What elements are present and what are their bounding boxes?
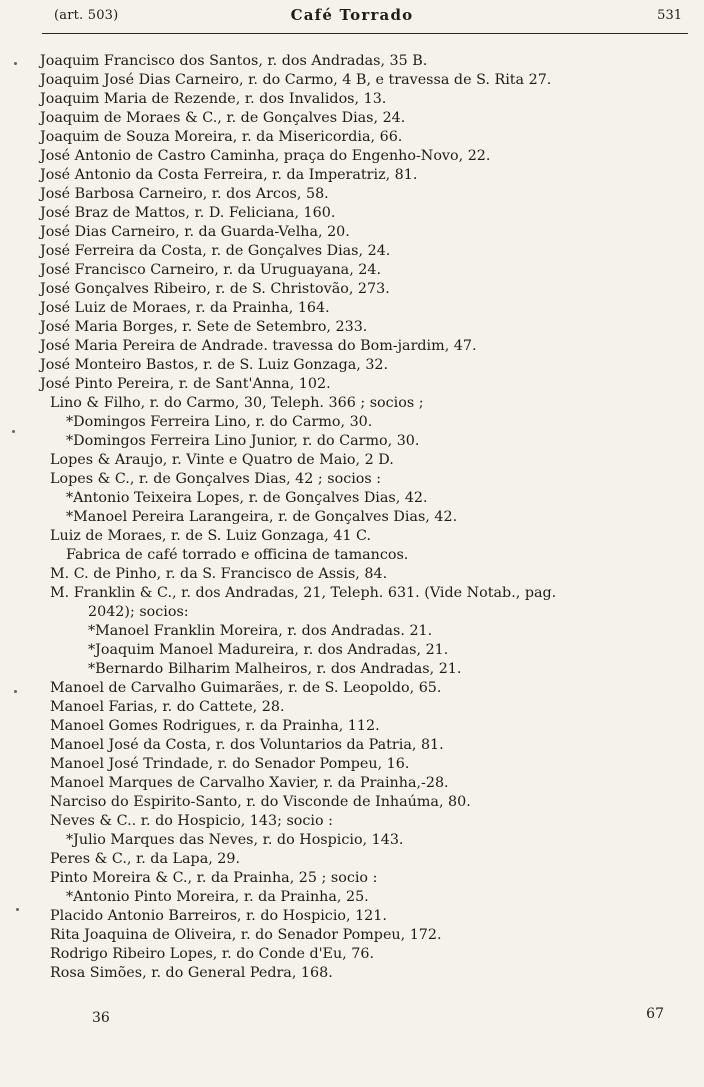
margin-speck xyxy=(14,690,17,693)
entry-line: Lopes & Araujo, r. Vinte e Quatro de Maio, 2 D. xyxy=(50,452,394,468)
partner-line: *Manoel Franklin Moreira, r. dos Andradas. 21. xyxy=(88,623,433,639)
partner-line: *Joaquim Manoel Madureira, r. dos Andradas, 21. xyxy=(88,642,449,658)
entry-line: José Antonio de Castro Caminha, praça do Engenho-Novo, 22. xyxy=(40,148,491,164)
entry-line: M. Franklin & C., r. dos Andradas, 21, Teleph. 631. (Vide Notab., pag. xyxy=(50,585,557,601)
entry-line: José Luiz de Moraes, r. da Prainha, 164. xyxy=(40,300,330,316)
entry-line: Joaquim Francisco dos Santos, r. dos Andradas, 35 B. xyxy=(40,53,428,69)
entry-line: Manoel José da Costa, r. dos Voluntarios da Patria, 81. xyxy=(50,737,444,753)
entry-line: Luiz de Moraes, r. de S. Luiz Gonzaga, 41 C. xyxy=(50,528,372,544)
entry-line: José Francisco Carneiro, r. da Uruguayana, 24. xyxy=(40,262,382,278)
entry-line: Neves & C.. r. do Hospicio, 143; socio : xyxy=(50,813,333,829)
entry-line: Rodrigo Ribeiro Lopes, r. do Conde d'Eu, 76. xyxy=(50,946,375,962)
entry-line: José Antonio da Costa Ferreira, r. da Imperatriz, 81. xyxy=(40,167,418,183)
partner-line: *Bernardo Bilharim Malheiros, r. dos Andradas, 21. xyxy=(88,661,462,677)
margin-speck xyxy=(12,430,15,433)
signature-mark: 36 xyxy=(92,1010,110,1026)
partner-line: *Julio Marques das Neves, r. do Hospicio, 143. xyxy=(66,832,404,848)
page-number: 531 xyxy=(657,8,682,23)
entry-line: Narciso do Espirito-Santo, r. do Visconde de Inhaúma, 80. xyxy=(50,794,471,810)
entry-line: José Monteiro Bastos, r. de S. Luiz Gonzaga, 32. xyxy=(40,357,389,373)
entry-line: Manoel de Carvalho Guimarães, r. de S. Leopoldo, 65. xyxy=(50,680,442,696)
entry-line: M. C. de Pinho, r. da S. Francisco de Assis, 84. xyxy=(50,566,388,582)
margin-speck xyxy=(16,908,19,911)
header-rule xyxy=(42,33,688,34)
entry-note-line: Fabrica de café torrado e officina de tamancos. xyxy=(66,547,409,563)
entry-line: Placido Antonio Barreiros, r. do Hospicio, 121. xyxy=(50,908,387,924)
entry-line: Manoel Farias, r. do Cattete, 28. xyxy=(50,699,285,715)
partner-line: *Manoel Pereira Larangeira, r. de Gonçalves Dias, 42. xyxy=(66,509,458,525)
entry-line: Pinto Moreira & C., r. da Prainha, 25 ; socio : xyxy=(50,870,378,886)
partner-line: *Domingos Ferreira Lino, r. do Carmo, 30. xyxy=(66,414,373,430)
entry-line: Peres & C., r. da Lapa, 29. xyxy=(50,851,241,867)
entry-line: Lino & Filho, r. do Carmo, 30, Teleph. 366 ; socios ; xyxy=(50,395,424,411)
page-footer xyxy=(0,1006,704,1030)
entry-line: José Braz de Mattos, r. D. Feliciana, 160. xyxy=(40,205,336,221)
partner-line: *Antonio Teixeira Lopes, r. de Gonçalves Dias, 42. xyxy=(66,490,428,506)
running-header xyxy=(0,0,704,40)
entry-line: Joaquim José Dias Carneiro, r. do Carmo, 4 B, e travessa de S. Rita 27. xyxy=(40,72,552,88)
entry-line: Manoel Gomes Rodrigues, r. da Prainha, 112. xyxy=(50,718,380,734)
partner-line: *Antonio Pinto Moreira, r. da Prainha, 25. xyxy=(66,889,369,905)
entry-line: Rosa Simões, r. do General Pedra, 168. xyxy=(50,965,333,981)
footer-number: 67 xyxy=(646,1006,664,1022)
section-title: Café Torrado xyxy=(290,6,414,24)
article-reference: (art. 503) xyxy=(54,8,119,23)
entry-line: José Dias Carneiro, r. da Guarda-Velha, 20. xyxy=(40,224,350,240)
entry-line: José Ferreira da Costa, r. de Gonçalves Dias, 24. xyxy=(40,243,391,259)
entry-line: Rita Joaquina de Oliveira, r. do Senador Pompeu, 172. xyxy=(50,927,442,943)
partner-line: *Domingos Ferreira Lino Junior, r. do Carmo, 30. xyxy=(66,433,420,449)
entry-continuation-line: 2042); socios: xyxy=(88,604,189,620)
entry-line: José Pinto Pereira, r. de Sant'Anna, 102. xyxy=(40,376,331,392)
entry-line: José Maria Pereira de Andrade. travessa do Bom-jardim, 47. xyxy=(40,338,477,354)
entry-line: José Barbosa Carneiro, r. dos Arcos, 58. xyxy=(40,186,329,202)
entry-line: José Maria Borges, r. Sete de Setembro, 233. xyxy=(40,319,368,335)
entry-line: Joaquim de Moraes & C., r. de Gonçalves Dias, 24. xyxy=(40,110,406,126)
margin-speck xyxy=(14,62,17,65)
entry-list xyxy=(40,52,690,983)
entry-line: Lopes & C., r. de Gonçalves Dias, 42 ; socios : xyxy=(50,471,382,487)
entry-line: Manoel José Trindade, r. do Senador Pompeu, 16. xyxy=(50,756,410,772)
entry-line: José Gonçalves Ribeiro, r. de S. Christovão, 273. xyxy=(40,281,390,297)
entry-line: Joaquim de Souza Moreira, r. da Misericordia, 66. xyxy=(40,129,403,145)
entry-line: Manoel Marques de Carvalho Xavier, r. da Prainha,-28. xyxy=(50,775,449,791)
entry-line: Joaquim Maria de Rezende, r. dos Invalidos, 13. xyxy=(40,91,387,107)
